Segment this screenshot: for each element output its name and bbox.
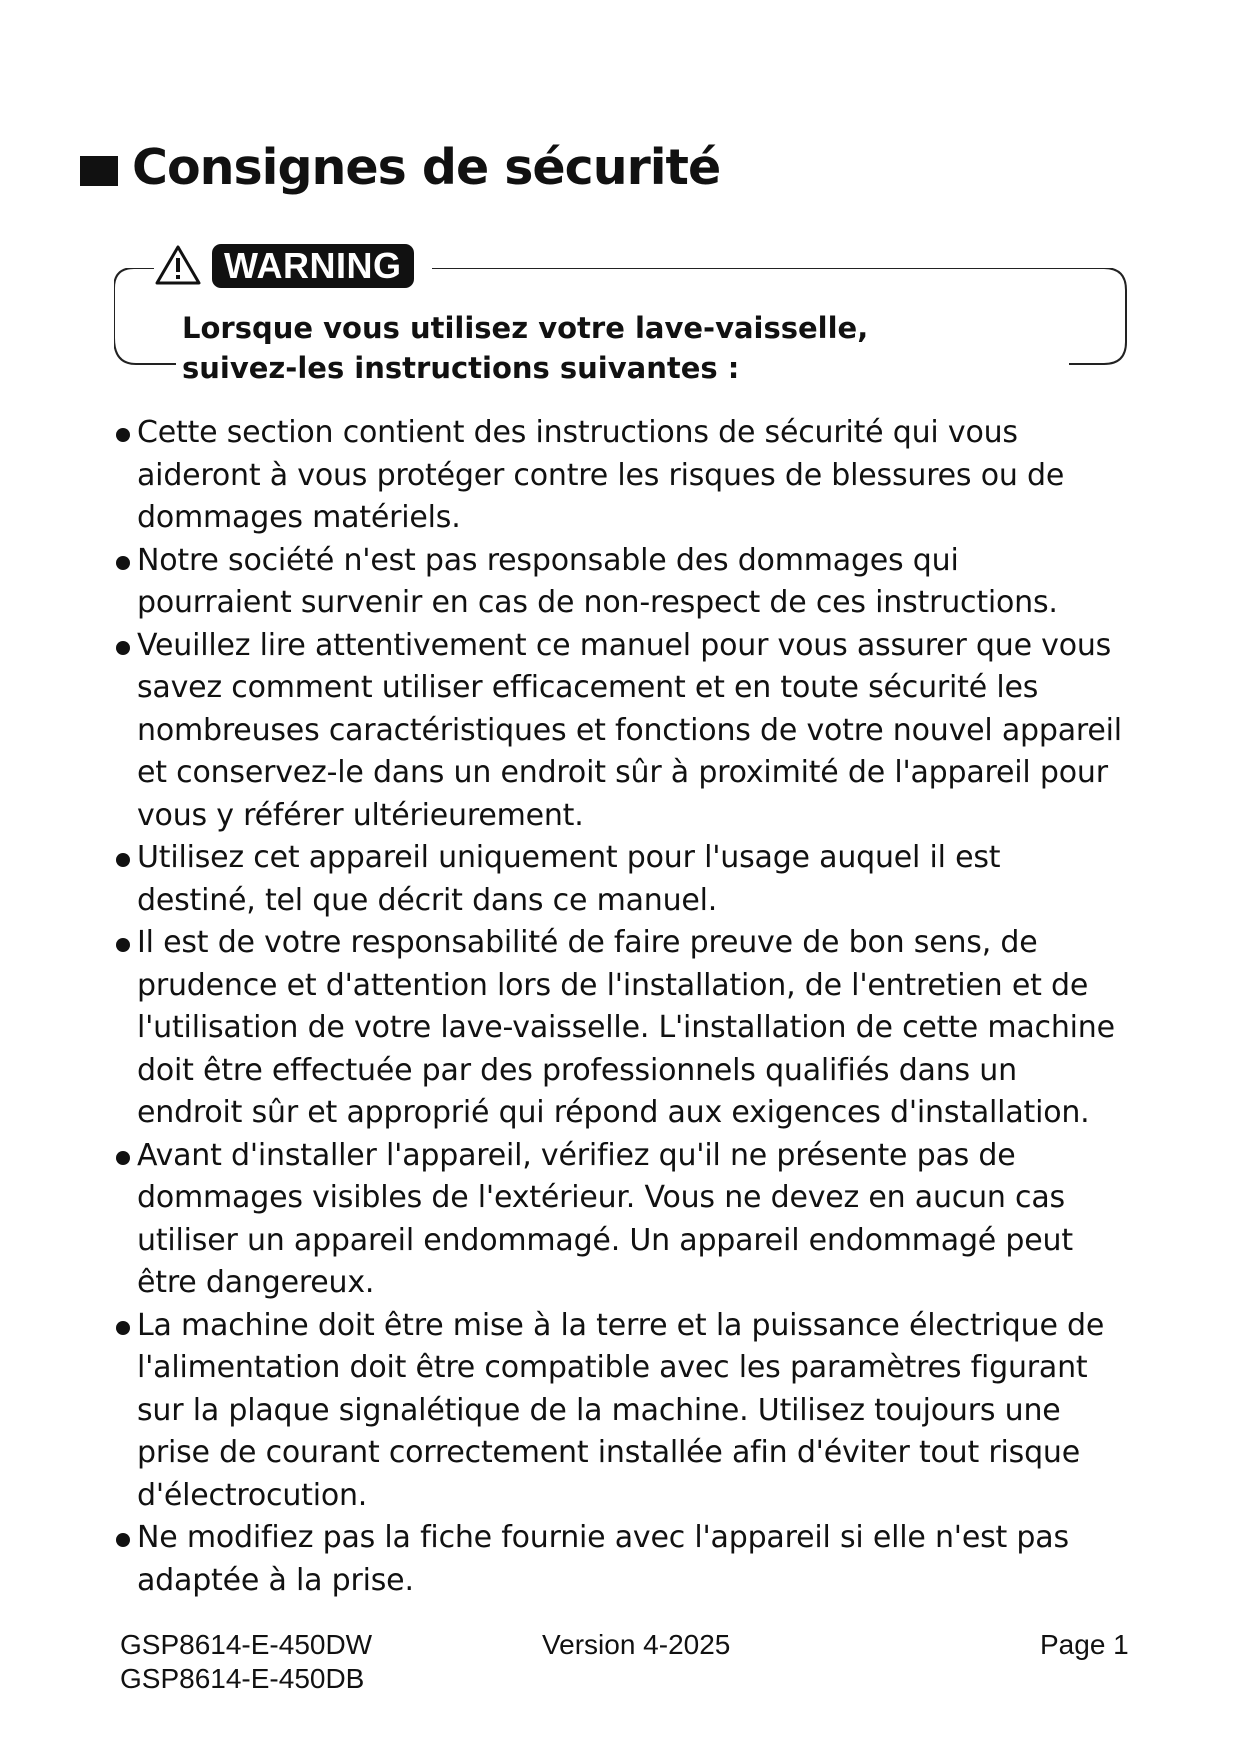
bullet-dot-icon: [116, 1321, 130, 1335]
warning-triangle-icon: [154, 244, 202, 286]
square-bullet-icon: [80, 156, 118, 186]
footer-model-1: GSP8614-E-450DW: [120, 1629, 373, 1660]
bullet-dot-icon: [116, 853, 130, 867]
footer-models: [120, 1628, 372, 1696]
list-item: [112, 540, 1122, 625]
page-title: Consignes de sécurité: [132, 139, 721, 196]
footer-model-2: GSP8614-E-450DB: [120, 1663, 365, 1694]
list-item: [112, 837, 1122, 922]
list-item: [112, 1305, 1122, 1518]
list-item-text: Il est de votre responsabilité de faire preuve de bon sens, de prudence et d'attention lors de l'installation, de l'entretien et de l'utilisation de votre lave-vaisselle. L'installation de cette machine doit être effectuée par des professionnels qualifiés dans un endroit sûr et approprié qui répond aux exigences d'installation.: [137, 925, 1115, 1130]
bullet-dot-icon: [116, 428, 130, 442]
bullet-dot-icon: [116, 1533, 130, 1547]
list-item: [112, 625, 1122, 838]
bullet-dot-icon: [116, 556, 130, 570]
bullet-dot-icon: [116, 641, 130, 655]
warning-instruction: Lorsque vous utilisez votre lave-vaisselle, suivez-les instructions suivantes :: [182, 311, 869, 385]
list-item-text: Utilisez cet appareil uniquement pour l'usage auquel il est destiné, tel que décrit dans ce manuel.: [137, 840, 1001, 918]
list-item-text: La machine doit être mise à la terre et la puissance électrique de l'alimentation doit être compatible avec les paramètres figurant sur la plaque signalétique de la machine. Utilisez toujours une prise de courant correctement installée afin d'éviter tout risque d'électrocution.: [137, 1307, 1105, 1513]
list-item-text: Veuillez lire attentivement ce manuel pour vous assurer que vous savez comment utiliser efficacement et en toute sécurité les nombreuses caractéristiques et fonctions de votre nouvel appareil et conservez-le dans un endroit sûr à proximité de l'appareil pour vous y référer ultérieurement.: [137, 627, 1122, 833]
list-item: [112, 1517, 1122, 1602]
footer-version: Version 4-2025: [542, 1629, 731, 1660]
footer-page-number: Page 1: [1040, 1629, 1129, 1660]
warning-badge: WARNING: [212, 244, 414, 288]
list-item-text: Notre société n'est pas responsable des dommages qui pourraient survenir en cas de non-respect de ces instructions.: [137, 542, 1058, 620]
bullet-dot-icon: [116, 1151, 130, 1165]
list-item-text: Avant d'installer l'appareil, vérifiez qu'il ne présente pas de dommages visibles de l'extérieur. Vous ne devez en aucun cas utiliser un appareil endommagé. Un appareil endommagé peut être dangereux.: [137, 1137, 1073, 1300]
list-item-text: Ne modifiez pas la fiche fournie avec l'appareil si elle n'est pas adaptée à la prise.: [137, 1520, 1069, 1598]
section-heading: [80, 138, 720, 198]
list-item: [112, 922, 1122, 1135]
bullet-dot-icon: [116, 938, 130, 952]
list-item: [112, 412, 1122, 540]
list-item: [112, 1135, 1122, 1305]
list-item-text: Cette section contient des instructions de sécurité qui vous aideront à vous protéger contre les risques de blessures ou de dommages matériels.: [137, 415, 1065, 535]
safety-instructions-list: [112, 412, 1122, 1602]
